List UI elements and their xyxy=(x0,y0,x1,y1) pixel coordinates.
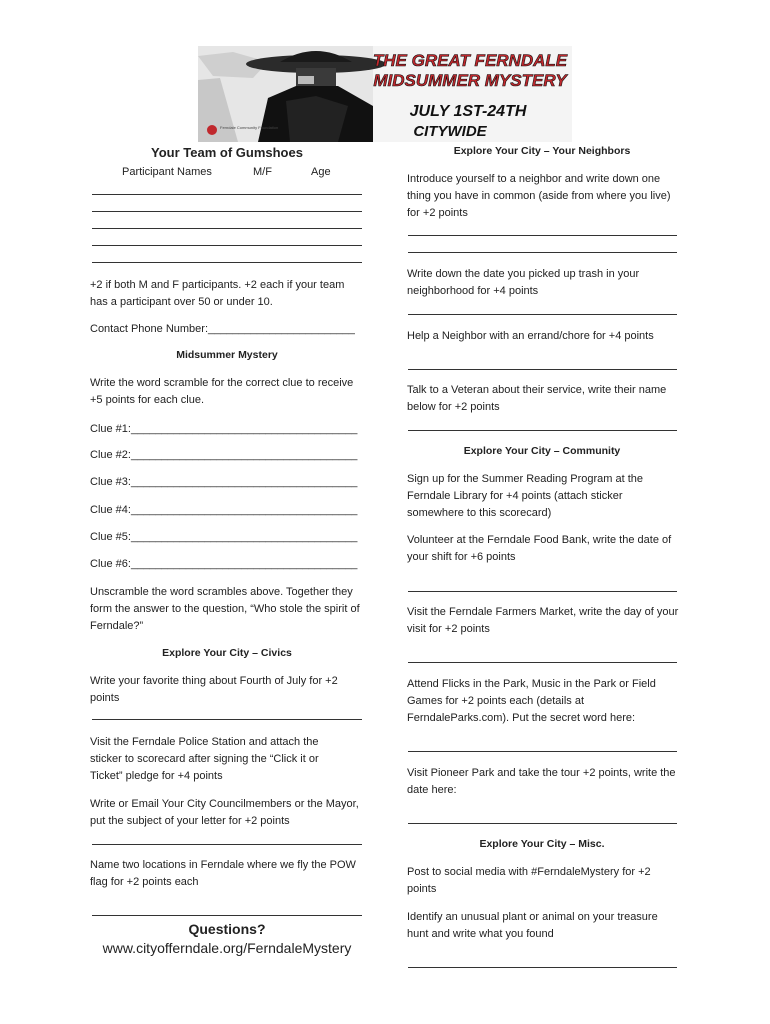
community-answer-line-2[interactable] xyxy=(408,591,677,592)
questions-label: Questions? xyxy=(188,921,266,937)
community-item-3: Visit the Ferndale Farmers Market, write the day of your visit for +2 points xyxy=(407,606,679,635)
misc-item-2: Identify an unusual plant or animal on your treasure hunt and write what you found xyxy=(407,911,658,940)
neighbors-item-1: Introduce yourself to a neighbor and write down one thing you have in common (aside from where you live) for +2 points xyxy=(407,173,671,219)
team-heading: Your Team of Gumshoes xyxy=(151,145,303,160)
clue-1[interactable]: Clue #1:_____________________________________ xyxy=(90,423,358,435)
participant-line-2[interactable] xyxy=(92,211,362,212)
clue-4[interactable]: Clue #4:_____________________________________ xyxy=(90,504,358,516)
misc-item-1: Post to social media with #FerndaleMystery for +2 points xyxy=(407,866,651,895)
neighbors-answer-line-2[interactable] xyxy=(408,314,677,315)
contact-phone[interactable]: Contact Phone Number:________________________ xyxy=(90,323,355,335)
participant-line-1[interactable] xyxy=(92,194,362,195)
banner-title-line2: MIDSUMMER MYSTERY xyxy=(373,71,567,90)
misc-answer-line-2[interactable] xyxy=(408,967,677,968)
neighbors-answer-line-4[interactable] xyxy=(408,430,677,431)
community-answer-line-5[interactable] xyxy=(408,823,677,824)
community-item-4: Attend Flicks in the Park, Music in the Park or Field Games for +2 points each (details at FerndaleParks.com). Put the secret word here: xyxy=(407,678,656,724)
civics-item-4: Name two locations in Ferndale where we fly the POW flag for +2 points each xyxy=(90,859,356,888)
header-banner xyxy=(198,46,572,142)
clue-6[interactable]: Clue #6:_____________________________________ xyxy=(90,558,358,570)
neighbors-item-4: Talk to a Veteran about their service, write their name below for +2 points xyxy=(407,384,667,413)
neighbors-heading: Explore Your City – Your Neighbors xyxy=(453,145,631,157)
logo-text: Ferndale Community Foundation xyxy=(220,125,279,130)
banner-where: CITYWIDE xyxy=(413,123,487,140)
civics-item-3: Write or Email Your City Councilmembers or the Mayor, put the subject of your letter for +2 points xyxy=(90,798,359,827)
detective-illustration xyxy=(198,46,572,142)
civics-item-1: Write your favorite thing about Fourth of July for +2 points xyxy=(90,675,338,704)
neighbors-answer-line-1b[interactable] xyxy=(408,252,677,253)
community-item-2: Volunteer at the Ferndale Food Bank, write the date of your shift for +6 points xyxy=(407,534,672,563)
neighbors-item-2: Write down the date you picked up trash in your neighborhood for +4 points xyxy=(407,268,640,297)
banner-dates: JULY 1ST-24TH xyxy=(409,103,527,120)
team-bonus-text: +2 if both M and F participants. +2 each if your team has a participant over 50 or under 10. xyxy=(90,279,345,308)
col-mf: M/F xyxy=(253,166,272,178)
civics-answer-line-3[interactable] xyxy=(92,844,362,845)
clue-3[interactable]: Clue #3:_____________________________________ xyxy=(90,476,358,488)
col-participant-names: Participant Names xyxy=(122,166,212,178)
civics-answer-line-1[interactable] xyxy=(92,719,362,720)
col-age: Age xyxy=(311,166,331,178)
unscramble-text: Unscramble the word scrambles above. Together they form the answer to the question, “Who stole the spirit of Ferndale?” xyxy=(90,586,360,632)
neighbors-item-3: Help a Neighbor with an errand/chore for +4 points xyxy=(407,330,654,342)
misc-heading: Explore Your City – Misc. xyxy=(479,838,605,850)
banner-title-line1: THE GREAT FERNDALE xyxy=(372,51,568,70)
participant-line-3[interactable] xyxy=(92,228,362,229)
community-answer-line-3[interactable] xyxy=(408,662,677,663)
mystery-intro: Write the word scramble for the correct clue to receive +5 points for each clue. xyxy=(90,377,354,406)
community-item-5: Visit Pioneer Park and take the tour +2 points, write the date here: xyxy=(407,767,676,796)
neighbors-answer-line-1a[interactable] xyxy=(408,235,677,236)
civics-item-2: Visit the Ferndale Police Station and attach the sticker to scorecard after signing the “Click it or Ticket” pledge for +4 points xyxy=(90,736,319,782)
community-item-1: Sign up for the Summer Reading Program at the Ferndale Library for +4 points (attach sticker somewhere to this scorecard) xyxy=(407,473,644,519)
community-answer-line-4[interactable] xyxy=(408,751,677,752)
clue-5[interactable]: Clue #5:_____________________________________ xyxy=(90,531,358,543)
civics-heading: Explore Your City – Civics xyxy=(162,647,292,659)
participant-line-5[interactable] xyxy=(92,262,362,263)
foundation-logo-icon xyxy=(207,125,217,135)
mystery-heading: Midsummer Mystery xyxy=(176,349,278,361)
questions-url[interactable]: www.cityofferndale.org/FerndaleMystery xyxy=(102,940,352,956)
neighbors-answer-line-3[interactable] xyxy=(408,369,677,370)
community-heading: Explore Your City – Community xyxy=(463,445,621,457)
participant-line-4[interactable] xyxy=(92,245,362,246)
clue-2[interactable]: Clue #2:_____________________________________ xyxy=(90,449,358,461)
civics-answer-line-4[interactable] xyxy=(92,915,362,916)
